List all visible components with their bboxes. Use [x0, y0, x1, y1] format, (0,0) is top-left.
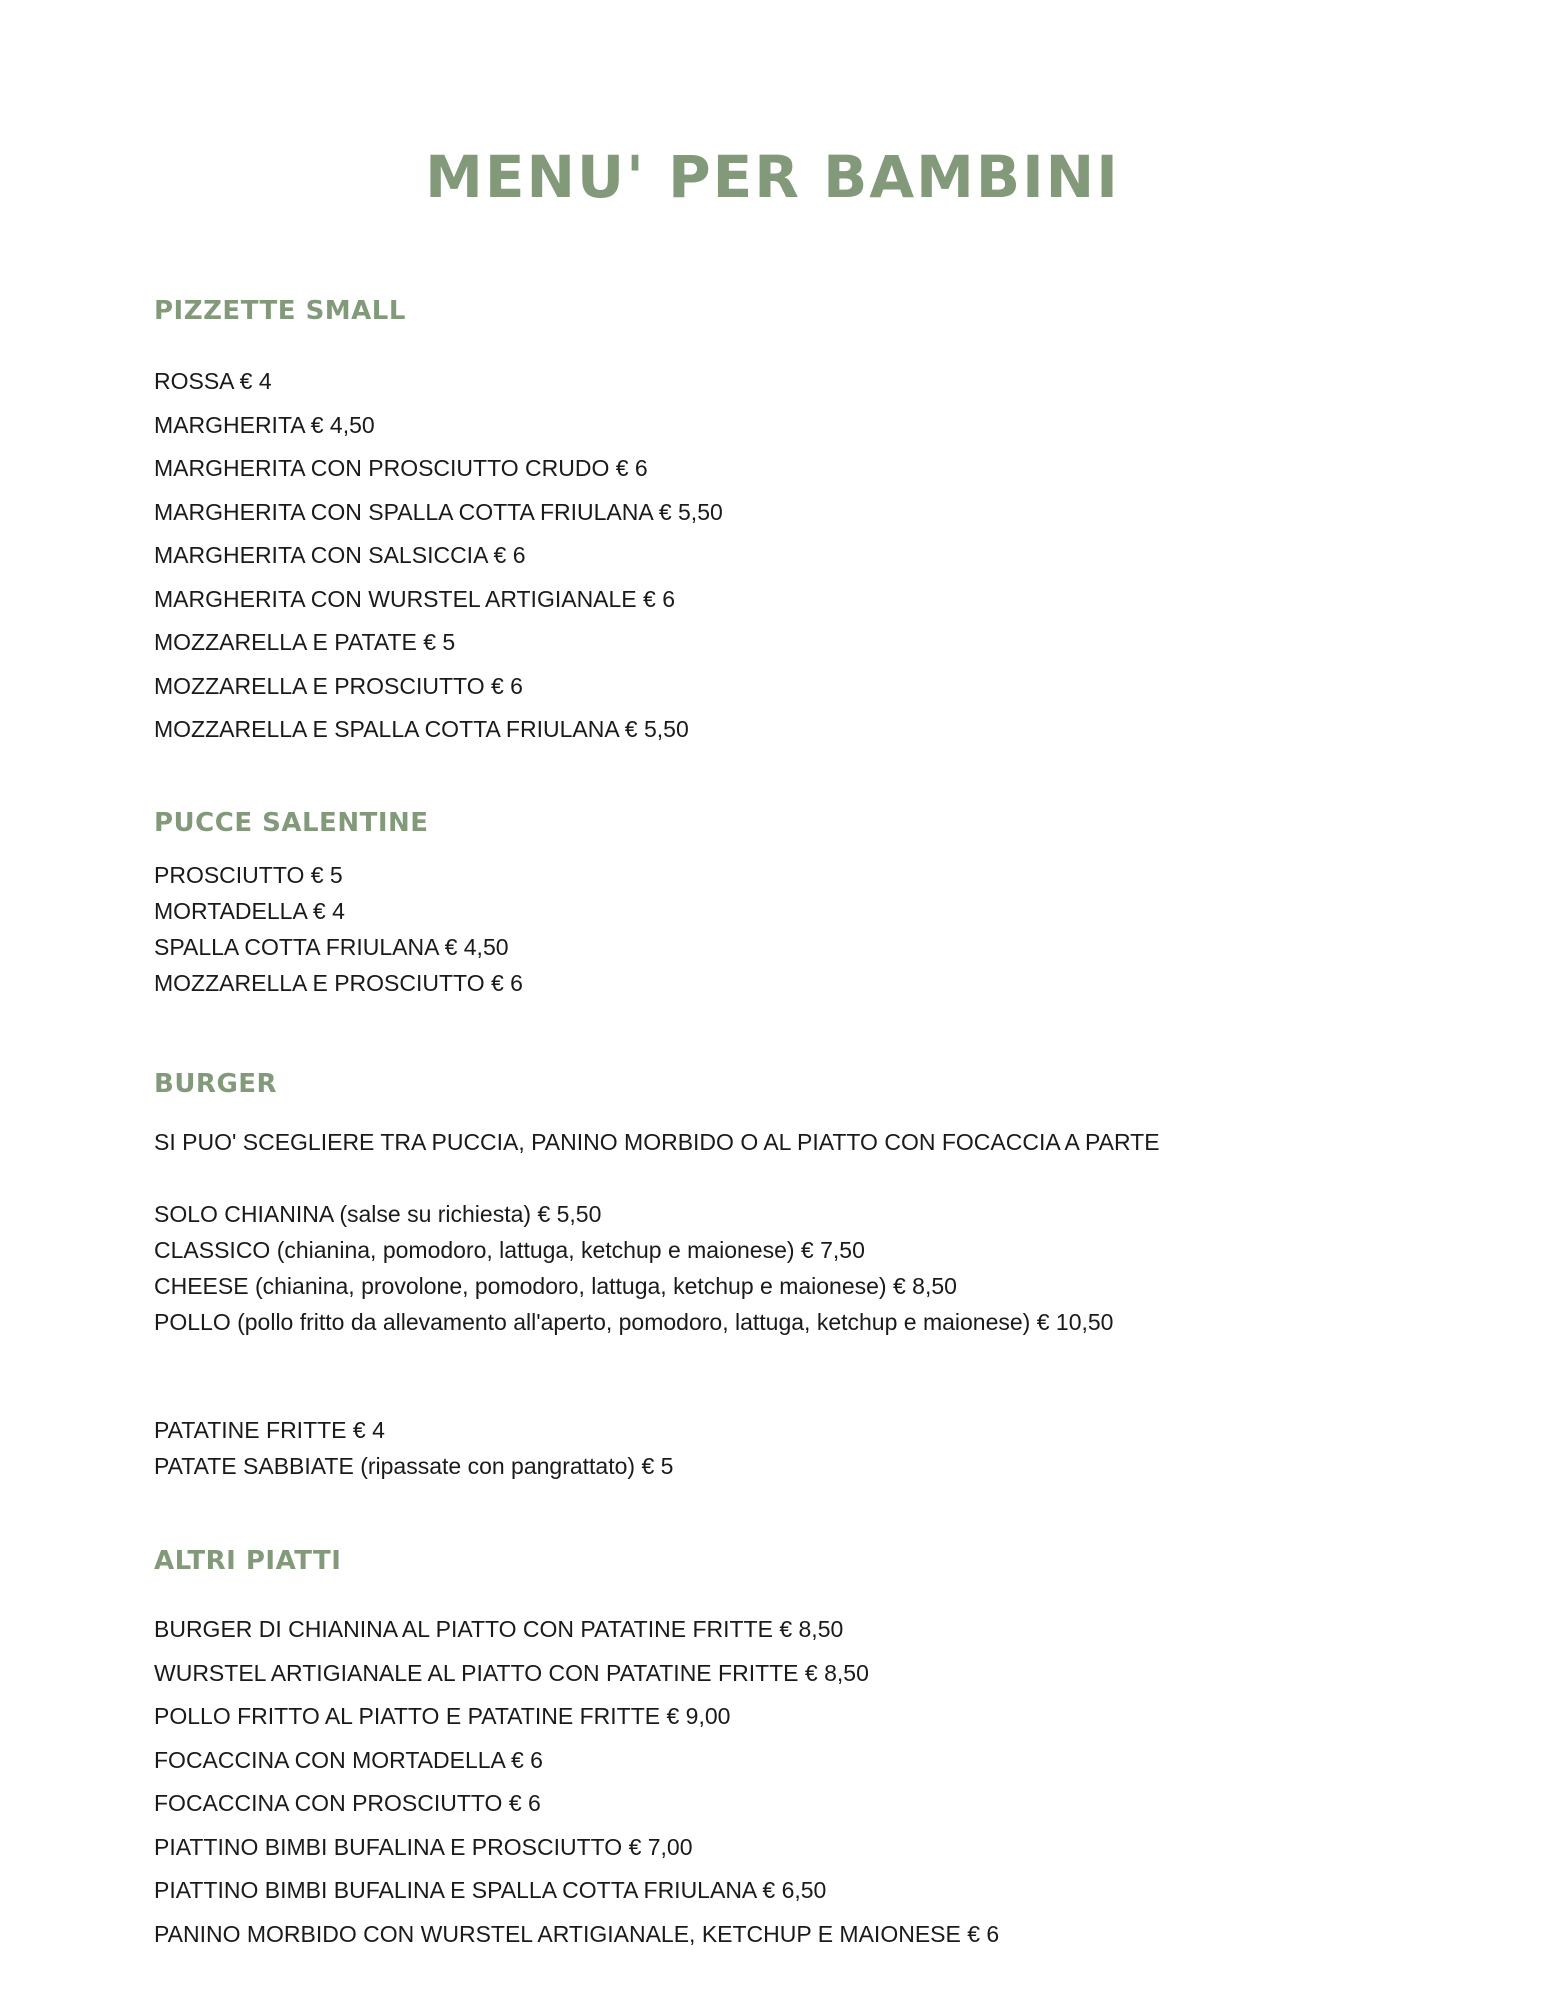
- menu-item: FOCACCINA CON PROSCIUTTO € 6: [154, 1790, 541, 1816]
- menu-item: MOZZARELLA E SPALLA COTTA FRIULANA € 5,50: [154, 716, 689, 742]
- menu-item: MARGHERITA CON PROSCIUTTO CRUDO € 6: [154, 455, 648, 481]
- pucce-list: [154, 864, 523, 1008]
- menu-item: CLASSICO (chianina, pomodoro, lattuga, ketchup e maionese) € 7,50: [154, 1237, 865, 1263]
- altri-list: [154, 1618, 999, 1966]
- pizzette-list: [154, 370, 723, 762]
- section-heading-pizzette: PIZZETTE SMALL: [154, 296, 406, 326]
- menu-item: FOCACCINA CON MORTADELLA € 6: [154, 1746, 543, 1773]
- burger-list: [154, 1203, 1113, 1347]
- section-heading-altri: ALTRI PIATTI: [154, 1546, 342, 1576]
- menu-item: MARGHERITA € 4,50: [154, 411, 375, 438]
- menu-item: PANINO MORBIDO CON WURSTEL ARTIGIANALE, KETCHUP E MAIONESE € 6: [154, 1920, 1000, 1947]
- menu-item: BURGER DI CHIANINA AL PIATTO CON PATATINE FRITTE € 8,50: [154, 1616, 844, 1642]
- burger-note: SI PUO' SCEGLIERE TRA PUCCIA, PANINO MORBIDO O AL PIATTO CON FOCACCIA A PARTE: [154, 1129, 1160, 1155]
- menu-item: MOZZARELLA E PROSCIUTTO € 6: [154, 970, 523, 996]
- menu-item: PATATE SABBIATE (ripassate con pangrattato) € 5: [154, 1453, 674, 1479]
- menu-item: CHEESE (chianina, provolone, pomodoro, lattuga, ketchup e maionese) € 8,50: [154, 1273, 957, 1299]
- menu-item: WURSTEL ARTIGIANALE AL PIATTO CON PATATINE FRITTE € 8,50: [154, 1659, 869, 1686]
- section-heading-pucce: PUCCE SALENTINE: [154, 808, 429, 838]
- menu-item: MARGHERITA CON SALSICCIA € 6: [154, 542, 526, 568]
- page-title: MENU' PER BAMBINI: [425, 143, 1120, 211]
- menu-item: MARGHERITA CON SPALLA COTTA FRIULANA € 5,50: [154, 498, 723, 525]
- menu-item: PIATTINO BIMBI BUFALINA E SPALLA COTTA FRIULANA € 6,50: [154, 1877, 827, 1903]
- menu-item: SPALLA COTTA FRIULANA € 4,50: [154, 934, 509, 960]
- menu-item: PIATTINO BIMBI BUFALINA E PROSCIUTTO € 7,00: [154, 1833, 693, 1860]
- menu-item: MARGHERITA CON WURSTEL ARTIGIANALE € 6: [154, 585, 676, 612]
- menu-item: ROSSA € 4: [154, 368, 272, 394]
- menu-item: PROSCIUTTO € 5: [154, 862, 343, 888]
- sides-list: [154, 1419, 673, 1491]
- menu-item: MOZZARELLA E PROSCIUTTO € 6: [154, 672, 523, 699]
- menu-item: POLLO FRITTO AL PIATTO E PATATINE FRITTE € 9,00: [154, 1703, 731, 1729]
- menu-item: MORTADELLA € 4: [154, 898, 345, 924]
- menu-item: POLLO (pollo fritto da allevamento all'aperto, pomodoro, lattuga, ketchup e maionese) € 10,50: [154, 1309, 1114, 1335]
- section-heading-burger: BURGER: [154, 1069, 278, 1099]
- menu-item: MOZZARELLA E PATATE € 5: [154, 629, 456, 655]
- menu-item: SOLO CHIANINA (salse su richiesta) € 5,50: [154, 1201, 602, 1227]
- menu-item: PATATINE FRITTE € 4: [154, 1417, 385, 1443]
